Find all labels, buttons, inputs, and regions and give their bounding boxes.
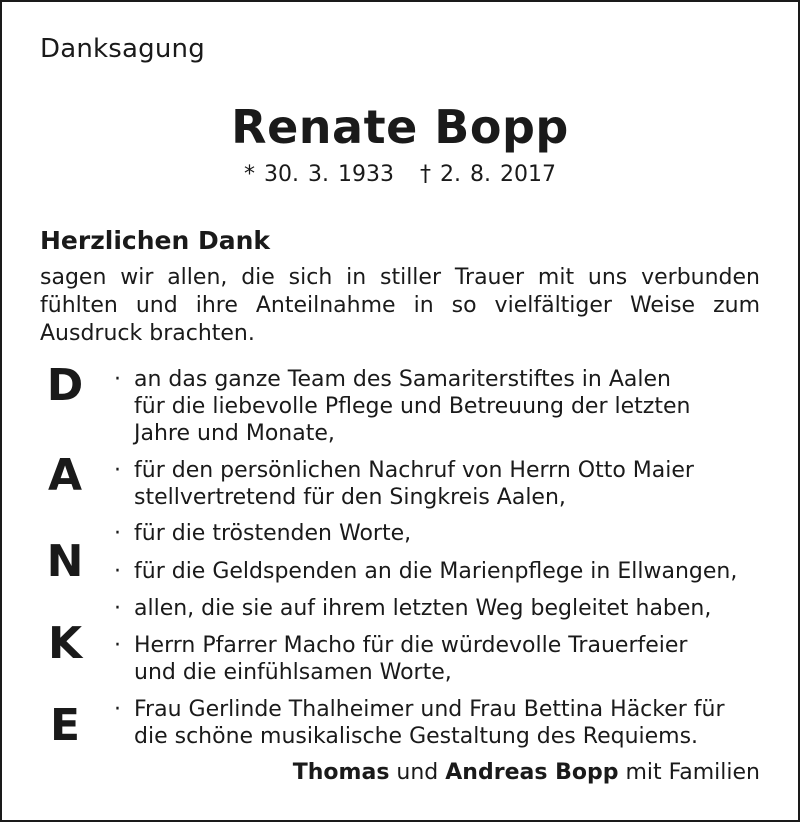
danke-letter-a: A	[47, 450, 83, 501]
thanks-subheading: Herzlichen Dank	[40, 226, 271, 255]
thanks-item-text: allen, die sie auf ihrem letzten Weg begleitet haben,	[134, 596, 712, 621]
danke-letter-e: E	[49, 700, 81, 751]
intro-line: fühlten und ihre Anteilnahme in so vielfältiger Weise zum	[40, 293, 760, 318]
bullet-dot: ·	[114, 697, 121, 722]
thanks-item-text: für den persönlichen Nachruf von Herrn Otto Maier stellvertretend für den Singkreis Aalen,	[134, 458, 694, 510]
thanks-item-text: für die Geldspenden an die Marienpflege in Ellwangen,	[134, 559, 738, 584]
bullet-dot: ·	[114, 521, 121, 546]
bullet-dot: ·	[114, 633, 121, 658]
danke-letter-k: K	[47, 618, 83, 669]
bullet-dot: ·	[114, 559, 121, 584]
intro-line: sagen wir allen, die sich in stiller Trauer mit uns verbunden	[40, 265, 760, 290]
signature-name-1: Thomas	[292, 760, 390, 785]
thanks-item-text: Frau Gerlinde Thalheimer und Frau Bettina Häcker für die schöne musikalische Gestaltung des Requiems.	[134, 697, 725, 749]
signature	[293, 760, 760, 785]
life-dates	[2, 162, 798, 187]
signature-name-2: Andreas Bopp	[445, 760, 619, 785]
death-date: † 2. 8. 2017	[420, 162, 556, 187]
signature-conjunction: und	[396, 760, 439, 785]
intro-paragraph	[40, 264, 760, 348]
thanks-item-text: an das ganze Team des Samariterstiftes in Aalen für die liebevolle Pflege und Betreuung der letzten Jahre und Monate,	[134, 367, 691, 446]
signature-suffix: mit Familien	[625, 760, 760, 785]
bullet-dot: ·	[114, 458, 121, 483]
notice-heading: Danksagung	[40, 34, 205, 64]
thanks-item-text: Herrn Pfarrer Macho für die würdevolle Trauerfeier und die einfühlsamen Worte,	[134, 633, 688, 685]
bullet-dot: ·	[114, 596, 121, 621]
danke-letter-n: N	[46, 536, 84, 587]
deceased-name: Renate Bopp	[231, 100, 569, 154]
danke-letter-d: D	[46, 360, 84, 411]
intro-line: Ausdruck brachten.	[40, 321, 255, 346]
bullet-dot: ·	[114, 367, 121, 392]
thanks-item-text: für die tröstenden Worte,	[134, 521, 412, 546]
birth-date: * 30. 3. 1933	[244, 162, 394, 187]
